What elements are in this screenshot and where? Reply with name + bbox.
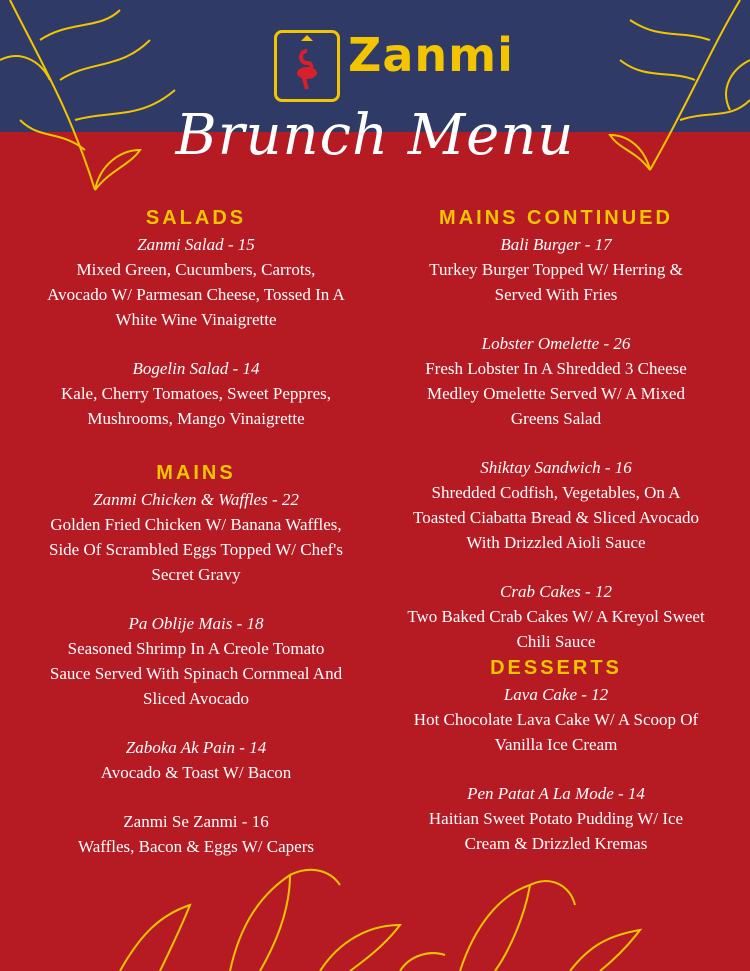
menu-item-desc: Hot Chocolate Lava Cake W/ A Scoop Of — [413, 710, 699, 729]
menu-item-desc: With Drizzled Aioli Sauce — [466, 533, 646, 552]
menu-item-name: Bogelin Salad - 14 — [132, 359, 260, 378]
menu-item-desc: Vanilla Ice Cream — [494, 735, 618, 754]
menu-item-desc: Chili Sauce — [516, 632, 596, 651]
page-title: Brunch Menu — [175, 103, 575, 168]
menu-item-desc: Golden Fried Chicken W/ Banana Waffles, — [50, 515, 342, 534]
section-heading-mains-continued: MAINS CONTINUED — [439, 207, 673, 229]
flamingo-crest-icon — [274, 30, 340, 102]
section-heading-mains: MAINS — [156, 462, 236, 484]
menu-item-desc: Cream & Drizzled Kremas — [464, 834, 648, 853]
menu-item-desc: Two Baked Crab Cakes W/ A Kreyol Sweet — [407, 607, 705, 626]
menu-item-desc: Waffles, Bacon & Eggs W/ Capers — [78, 837, 314, 856]
menu-item-name: Zaboka Ak Pain - 14 — [125, 738, 267, 757]
menu-item-name: Shiktay Sandwich - 16 — [480, 458, 632, 477]
brand-name: Zanmi — [348, 28, 514, 82]
menu-item-desc: Medley Omelette Served W/ A Mixed — [427, 384, 685, 403]
menu-item-desc: Served With Fries — [494, 285, 618, 304]
section-heading-salads: SALADS — [145, 207, 247, 229]
brand-logo — [270, 18, 514, 98]
menu-item-desc: Kale, Cherry Tomatoes, Sweet Peppres, — [61, 384, 331, 403]
menu-item-name: Zanmi Se Zanmi - 16 — [123, 812, 269, 831]
menu-item-desc: Side Of Scrambled Eggs Topped W/ Chef's — [49, 540, 343, 559]
floral-top-left-decoration — [0, 0, 200, 200]
menu-item-desc: White Wine Vinaigrette — [115, 310, 277, 329]
right-column — [370, 204, 742, 856]
floral-bottom-decoration — [100, 855, 660, 971]
menu-item-desc: Avocado & Toast W/ Bacon — [100, 763, 292, 782]
menu-item-desc: Turkey Burger Topped W/ Herring & — [429, 260, 683, 279]
menu-item-desc: Greens Salad — [510, 409, 602, 428]
menu-item-name: Crab Cakes - 12 — [500, 582, 612, 601]
menu-item-name: Bali Burger - 17 — [500, 235, 612, 254]
menu-item-name: Lobster Omelette - 26 — [481, 334, 631, 353]
menu-item-desc: Sauce Served With Spinach Cornmeal And — [49, 664, 343, 683]
section-heading-desserts: DESSERTS — [490, 657, 622, 679]
menu-item-name: Pen Patat A La Mode - 14 — [467, 784, 645, 803]
left-column — [10, 204, 382, 859]
menu-item-desc: Mixed Green, Cucumbers, Carrots, — [76, 260, 316, 279]
menu-item-desc: Fresh Lobster In A Shredded 3 Cheese — [425, 359, 687, 378]
menu-item-desc: Mushrooms, Mango Vinaigrette — [87, 409, 305, 428]
menu-item-desc: Sliced Avocado — [143, 689, 249, 708]
menu-item-desc: Secret Gravy — [151, 565, 241, 584]
menu-item-name: Zanmi Chicken & Waffles - 22 — [93, 490, 299, 509]
menu-item-desc: Avocado W/ Parmesan Cheese, Tossed In A — [47, 285, 345, 304]
menu-item-desc: Seasoned Shrimp In A Creole Tomato — [67, 639, 325, 658]
menu-item-desc: Haitian Sweet Potato Pudding W/ Ice — [428, 809, 684, 828]
menu-item-name: Pa Oblije Mais - 18 — [128, 614, 264, 633]
menu-item-desc: Shredded Codfish, Vegetables, On A — [431, 483, 681, 502]
menu-item-desc: Toasted Ciabatta Bread & Sliced Avocado — [413, 508, 699, 527]
menu-item-name: Lava Cake - 12 — [503, 685, 609, 704]
menu-item-name: Zanmi Salad - 15 — [137, 235, 255, 254]
